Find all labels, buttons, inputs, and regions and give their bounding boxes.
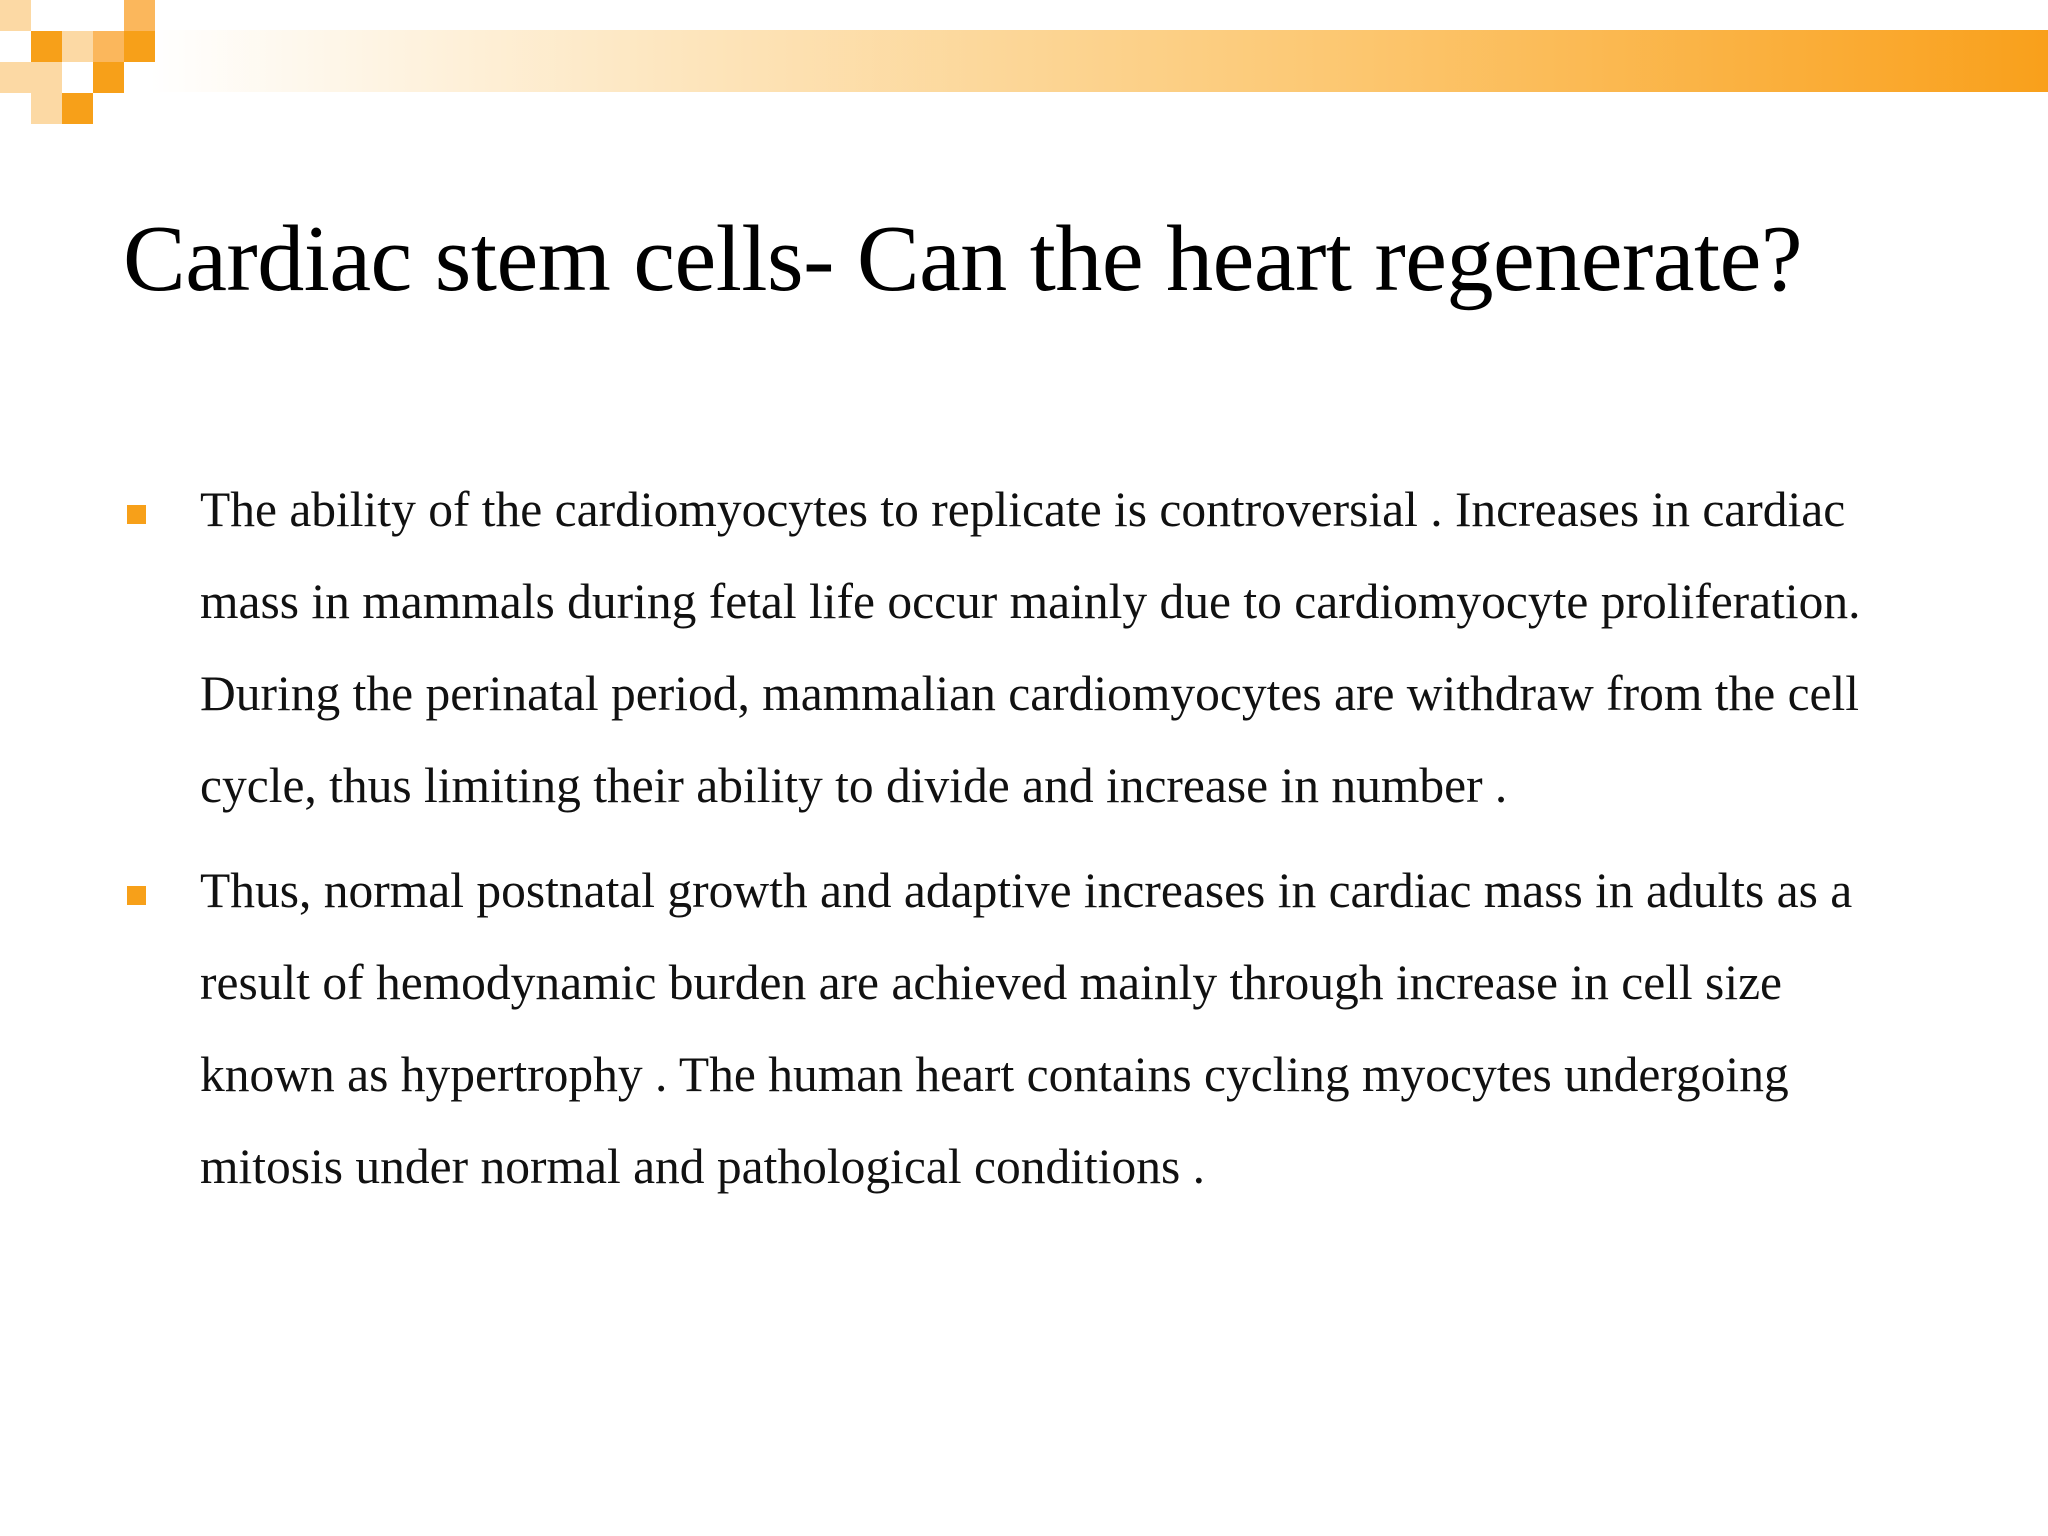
bullet-text-line: cycle, thus limiting their ability to divide and increase in number . bbox=[200, 758, 1508, 813]
bullet-text-line: result of hemodynamic burden are achieved mainly through increase in cell size bbox=[200, 955, 1783, 1010]
decorative-square bbox=[31, 62, 62, 93]
slide-title: Cardiac stem cells- Can the heart regenerate? bbox=[123, 207, 1803, 311]
decorative-square bbox=[93, 31, 124, 62]
decorative-square bbox=[0, 0, 31, 31]
bullet-text-line: mitosis under normal and pathological conditions . bbox=[200, 1139, 1205, 1194]
header-gradient-bar bbox=[150, 30, 2048, 92]
decorative-square bbox=[124, 0, 155, 31]
square-bullet-icon bbox=[127, 886, 146, 905]
bullet-text-line: During the perinatal period, mammalian cardiomyocytes are withdraw from the cell bbox=[200, 666, 1860, 721]
decorative-square bbox=[62, 31, 93, 62]
bullet-text-line: Thus, normal postnatal growth and adaptive increases in cardiac mass in adults as a bbox=[200, 863, 1853, 918]
decorative-square bbox=[93, 62, 124, 93]
decorative-square bbox=[124, 31, 155, 62]
decorative-square bbox=[0, 62, 31, 93]
decorative-square bbox=[31, 93, 62, 124]
bullet-text-line: mass in mammals during fetal life occur mainly due to cardiomyocyte proliferation. bbox=[200, 574, 1861, 629]
bullet-text-line: known as hypertrophy . The human heart contains cycling myocytes undergoing bbox=[200, 1047, 1789, 1102]
decorative-square bbox=[31, 31, 62, 62]
bullet-text-line: The ability of the cardiomyocytes to replicate is controversial . Increases in cardiac bbox=[200, 482, 1846, 537]
decorative-square bbox=[62, 93, 93, 124]
square-bullet-icon bbox=[127, 505, 146, 524]
